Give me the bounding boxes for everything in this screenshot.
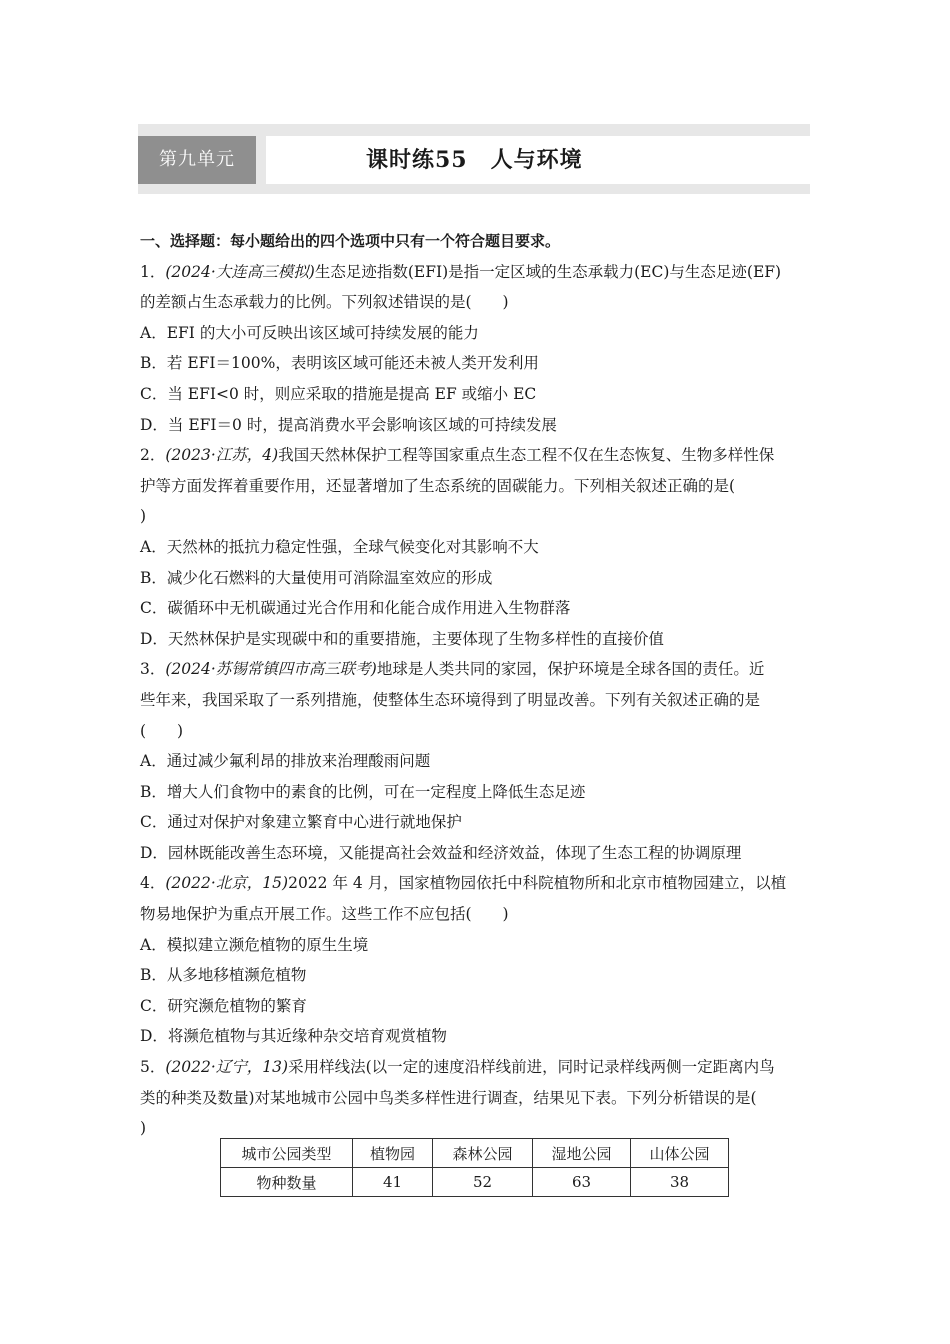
- unit-label: 第九单元: [138, 136, 256, 184]
- table-header-cell: 湿地公园: [533, 1139, 631, 1168]
- option-b: B．减少化石燃料的大量使用可消除温室效应的形成: [140, 568, 493, 587]
- table-row: [221, 1168, 729, 1197]
- stem-line: 地球是人类共同的家园，保护环境是全球各国的责任。近: [376, 660, 765, 679]
- question-5-stem-cont: 类的种类及数量)对某地城市公园中鸟类多样性进行调查，结果见下表。下列分析错误的是(: [140, 1088, 757, 1107]
- option-a: A．模拟建立濒危植物的原生生境: [140, 935, 369, 954]
- option-d: D．园林既能改善生态环境，又能提高社会效益和经济效益，体现了生态工程的协调原理: [140, 843, 742, 862]
- table-cell: 物种数量: [221, 1168, 353, 1197]
- question-number: 3．: [140, 660, 166, 679]
- question-1-stem: [140, 257, 812, 288]
- table-header-row: [221, 1139, 729, 1168]
- table-header-cell: 森林公园: [433, 1139, 533, 1168]
- option-d: D．天然林保护是实现碳中和的重要措施，主要体现了生物多样性的直接价值: [140, 629, 664, 648]
- question-4-stem-cont: 物易地保护为重点开展工作。这些工作不应包括( ): [140, 905, 509, 924]
- question-source: (2022·辽宁，13): [165, 1058, 289, 1077]
- option-d: D．将濒危植物与其近缘种杂交培育观赏植物: [140, 1027, 447, 1046]
- stem-line: 生态足迹指数(EFI)是指一定区域的生态承载力(EC)与生态足迹(EF): [314, 262, 782, 281]
- page-title: 课时练55 人与环境: [366, 147, 583, 173]
- question-3-stem: [140, 654, 812, 685]
- question-source: (2024·苏锡常镇四市高三联考): [165, 660, 377, 679]
- option-b: B．增大人们食物中的素食的比例，可在一定程度上降低生态足迹: [140, 782, 586, 801]
- bird-survey-table: [220, 1138, 729, 1197]
- table-cell: 41: [353, 1168, 433, 1197]
- option-c: C．研究濒危植物的繁育: [140, 996, 307, 1015]
- section-heading: 一、选择题：每小题给出的四个选项中只有一个符合题目要求。: [140, 232, 561, 250]
- option-a: A．通过减少氟利昂的排放来治理酸雨问题: [140, 752, 431, 771]
- option-c: C．当 EFI<0 时，则应采取的措施是提高 EF 或缩小 EC: [140, 384, 537, 403]
- table-cell: 38: [631, 1168, 729, 1197]
- option-b: B．若 EFI＝100%，表明该区域可能还未被人类开发利用: [140, 354, 539, 373]
- stem-line: 我国天然林保护工程等国家重点生态工程不仅在生态恢复、生物多样性保: [278, 446, 775, 465]
- question-number: 2．: [140, 446, 166, 465]
- chapter-banner: [138, 124, 810, 194]
- question-5-stem: [140, 1052, 812, 1083]
- question-number: 5．: [140, 1058, 166, 1077]
- question-5-stem-end: ): [140, 1119, 147, 1138]
- question-source: (2022·北京，15): [165, 874, 289, 893]
- option-b: B．从多地移植濒危植物: [140, 966, 307, 985]
- option-d: D．当 EFI＝0 时，提高消费水平会影响该区域的可持续发展: [140, 415, 557, 434]
- question-2-stem-end: ): [140, 507, 147, 526]
- table-cell: 52: [433, 1168, 533, 1197]
- stem-line: 采用样线法(以一定的速度沿样线前进，同时记录样线两侧一定距离内鸟: [288, 1058, 775, 1077]
- option-c: C．通过对保护对象建立繁育中心进行就地保护: [140, 813, 462, 832]
- option-a: A．天然林的抵抗力稳定性强，全球气候变化对其影响不大: [140, 537, 539, 556]
- title-box: [266, 136, 810, 184]
- question-1-stem-cont: 的差额占生态承载力的比例。下列叙述错误的是( ): [140, 293, 509, 312]
- question-number: 4．: [140, 874, 166, 893]
- table-header-cell: 植物园: [353, 1139, 433, 1168]
- question-3-stem-end: ( ): [140, 721, 184, 740]
- question-2-stem: [140, 440, 812, 471]
- table-header-cell: 山体公园: [631, 1139, 729, 1168]
- worksheet-content: [140, 226, 812, 1144]
- option-c: C．碳循环中无机碳通过光合作用和化能合成作用进入生物群落: [140, 599, 571, 618]
- stem-line: 2022 年 4 月，国家植物园依托中科院植物所和北京市植物园建立，以植: [288, 874, 787, 893]
- question-3-stem-cont: 些年来，我国采取了一系列措施，使整体生态环境得到了明显改善。下列有关叙述正确的是: [140, 690, 761, 709]
- table-cell: 63: [533, 1168, 631, 1197]
- question-source: (2024·大连高三模拟): [165, 262, 315, 281]
- question-number: 1．: [140, 262, 166, 281]
- option-a: A．EFI 的大小可反映出该区域可持续发展的能力: [140, 323, 479, 342]
- question-4-stem: [140, 868, 812, 899]
- question-source: (2023·江苏，4): [165, 446, 279, 465]
- question-2-stem-cont: 护等方面发挥着重要作用，还显著增加了生态系统的固碳能力。下列相关叙述正确的是(: [140, 476, 736, 495]
- table-header-cell: 城市公园类型: [221, 1139, 353, 1168]
